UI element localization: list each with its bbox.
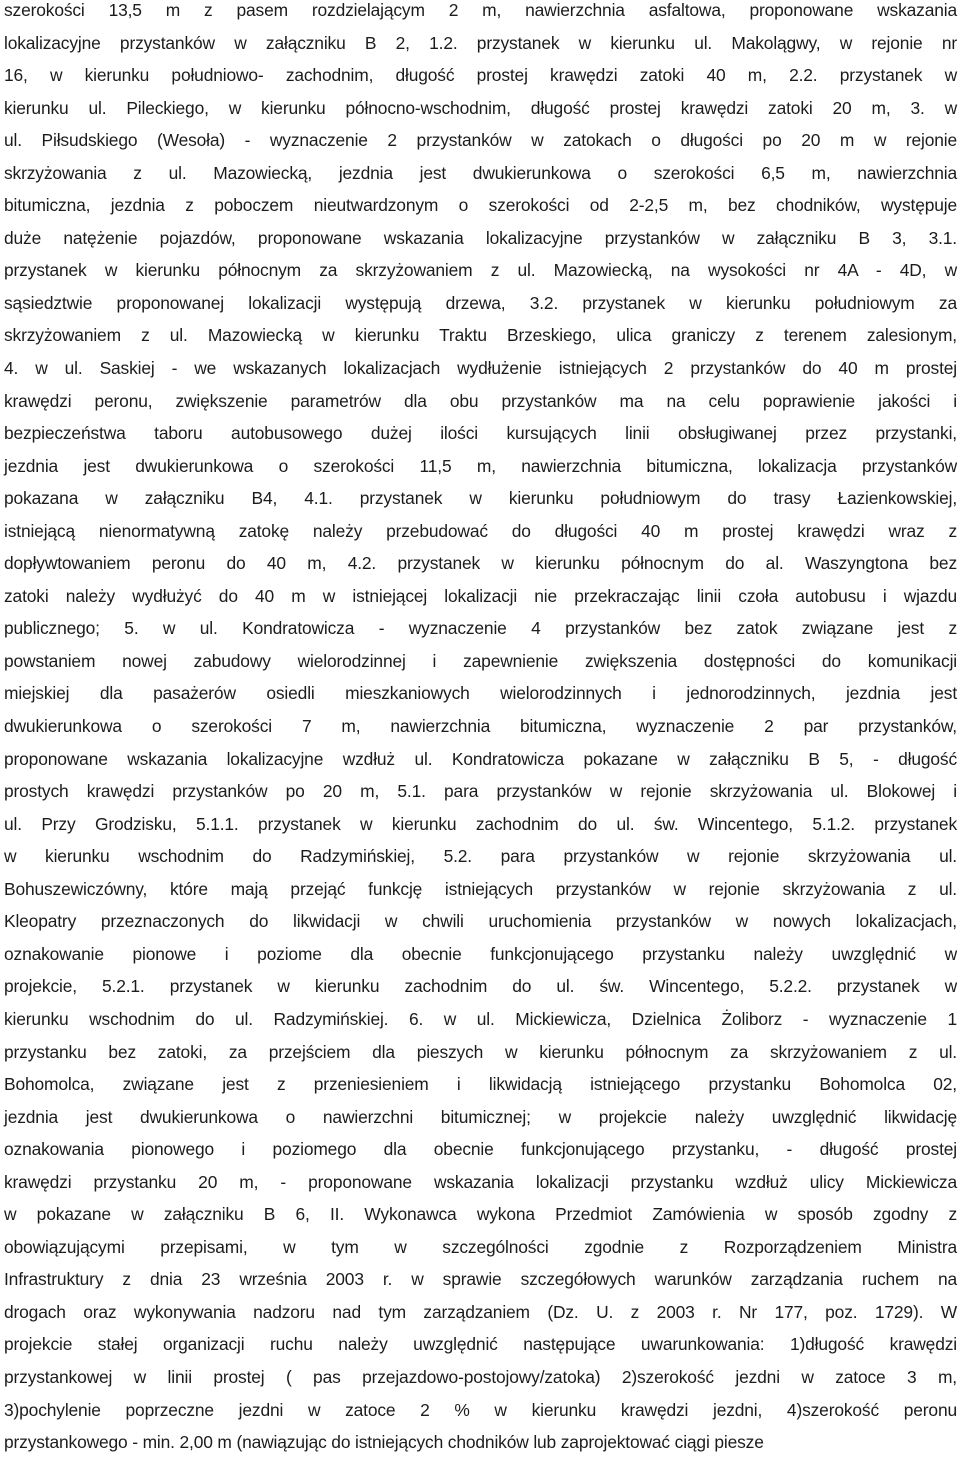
text-line: jezdnia jest dwukierunkowa o szerokości 11,5 m, nawierzchnia bitumiczna, lokalizacja przystanków [4, 455, 957, 476]
text-line: w kierunku wschodnim do Radzymińskiej, 5.2. para przystanków w rejonie skrzyżowania ul. [4, 846, 957, 867]
text-line: Bohuszewiczówny, które mają przejąć funkcję istniejących przystanków w rejonie skrzyżowania z ul. [4, 878, 957, 899]
text-line: proponowane wskazania lokalizacyjne wzdłuż ul. Kondratowicza pokazane w załączniku B 5, - długość [4, 748, 957, 769]
text-line: krawędzi przystanku 20 m, - proponowane wskazania lokalizacji przystanku wzdłuż ulicy Mickiewicza [4, 1171, 957, 1192]
text-line: oznakowania pionowego i poziomego dla obecnie funkcjonującego przystanku, - długość prostej [4, 1139, 957, 1160]
text-line: duże natężenie pojazdów, proponowane wskazania lokalizacyjne przystanków w załączniku B 3, 3.1. [4, 227, 957, 248]
text-line: bezpieczeństwa taboru autobusowego dużej ilości kursujących linii obsługiwanej przez przystanki, [4, 423, 957, 444]
text-line: zatoki należy wydłużyć do 40 m w istniejącej lokalizacji nie przekraczając linii czoła autobusu i wjazdu [4, 585, 957, 606]
text-line: przystanek w kierunku północnym za skrzyżowaniem z ul. Mazowiecką, na wysokości nr 4A - 4D, w [4, 260, 957, 281]
text-line: dwukierunkowa o szerokości 7 m, nawierzchnia bitumiczna, wyznaczenie 2 par przystanków, [4, 716, 957, 737]
text-line: kierunku wschodnim do ul. Radzymińskiej. 6. w ul. Mickiewicza, Dzielnica Żoliborz - wyznaczenie 1 [4, 1008, 957, 1029]
text-line: 3)pochylenie poprzeczne jezdni w zatoce 2 % w kierunku krawędzi jezdni, 4)szerokość peronu [4, 1399, 957, 1420]
text-line: bitumiczna, jezdnia z poboczem nieutwardzonym o szerokości od 2-2,5 m, bez chodników, występuje [4, 195, 957, 216]
text-line: przystanku bez zatoki, za przejściem dla pieszych w kierunku północnym za skrzyżowaniem z ul. [4, 1041, 957, 1062]
text-line: 4. w ul. Saskiej - we wskazanych lokalizacjach wydłużenie istniejących 2 przystanków do 40 m prostej [4, 358, 957, 379]
text-line: istniejącą nienormatywną zatokę należy przebudować do długości 40 m prostej krawędzi wraz z [4, 520, 957, 541]
text-line: powstaniem nowej zabudowy wielorodzinnej i zapewnienie zwiększenia dostępności do komunikacji [4, 650, 957, 671]
text-line: przystankowego - min. 2,00 m (nawiązując do istniejących chodników lub zaprojektować ciągi piesze [4, 1432, 764, 1453]
text-line: pokazana w załączniku B4, 4.1. przystanek w kierunku południowym do trasy Łazienkowskiej, [4, 488, 957, 509]
text-line: oznakowanie pionowe i poziome dla obecnie funkcjonującego przystanku należy uwzględnić w [4, 943, 957, 964]
text-line: publicznego; 5. w ul. Kondratowicza - wyznaczenie 4 przystanków bez zatok związane jest z [4, 618, 957, 639]
document-body [4, 0, 957, 1459]
text-line: sąsiedztwie proponowanej lokalizacji występują drzewa, 3.2. przystanek w kierunku południowym za [4, 292, 957, 313]
text-line: krawędzi peronu, zwiększenie parametrów dla obu przystanków ma na celu poprawienie jakości i [4, 390, 957, 411]
text-line: Bohomolca, związane jest z przeniesieniem i likwidacją istniejącego przystanku Bohomolca 02, [4, 1074, 957, 1095]
text-line: dopływtowaniem peronu do 40 m, 4.2. przystanek w kierunku północnym do al. Waszyngtona bez [4, 553, 957, 574]
text-line: szerokości 13,5 m z pasem rozdzielającym 2 m, nawierzchnia asfaltowa, proponowane wskazania [4, 0, 957, 20]
text-line: projekcie stałej organizacji ruchu należy uwzględnić następujące uwarunkowania: 1)długość krawędzi [4, 1334, 957, 1355]
text-line: Kleopatry przeznaczonych do likwidacji w chwili uruchomienia przystanków w nowych lokalizacjach, [4, 911, 957, 932]
text-line: Infrastruktury z dnia 23 września 2003 r. w sprawie szczegółowych warunków zarządzania ruchem na [4, 1269, 957, 1290]
text-line: drogach oraz wykonywania nadzoru nad tym zarządzaniem (Dz. U. z 2003 r. Nr 177, poz. 1729). W [4, 1301, 957, 1322]
text-line: skrzyżowania z ul. Mazowiecką, jezdnia jest dwukierunkowa o szerokości 6,5 m, nawierzchnia [4, 162, 957, 183]
text-line: lokalizacyjne przystanków w załączniku B 2, 1.2. przystanek w kierunku ul. Makolągwy, w rejonie nr [4, 32, 957, 53]
text-line: skrzyżowaniem z ul. Mazowiecką w kierunku Traktu Brzeskiego, ulica graniczy z terenem zalesionym, [4, 325, 957, 346]
text-line: kierunku ul. Pileckiego, w kierunku północno-wschodnim, długość prostej krawędzi zatoki 20 m, 3. w [4, 97, 957, 118]
text-line: projekcie, 5.2.1. przystanek w kierunku zachodnim do ul. św. Wincentego, 5.2.2. przystanek w [4, 976, 957, 997]
text-line: prostych krawędzi przystanków po 20 m, 5.1. para przystanków w rejonie skrzyżowania ul. Blokowej i [4, 781, 957, 802]
text-line: przystankowej w linii prostej ( pas przejazdowo-postojowy/zatoka) 2)szerokość jezdni w zatoce 3 m, [4, 1366, 957, 1387]
text-line: obowiązującymi przepisami, w tym w szczególności zgodnie z Rozporządzeniem Ministra [4, 1236, 957, 1257]
text-line: miejskiej dla pasażerów osiedli mieszkaniowych wielorodzinnych i jednorodzinnych, jezdnia jest [4, 683, 957, 704]
text-line: 16, w kierunku południowo- zachodnim, długość prostej krawędzi zatoki 40 m, 2.2. przystanek w [4, 65, 957, 86]
text-line: ul. Przy Grodzisku, 5.1.1. przystanek w kierunku zachodnim do ul. św. Wincentego, 5.1.2. przystanek [4, 813, 957, 834]
text-line: w pokazane w załączniku B 6, II. Wykonawca wykona Przedmiot Zamówienia w sposób zgodny z [4, 1204, 957, 1225]
text-line: jezdnia jest dwukierunkowa o nawierzchni bitumicznej; w projekcie należy uwzględnić likwidację [4, 1106, 957, 1127]
text-line: ul. Piłsudskiego (Wesoła) - wyznaczenie 2 przystanków w zatokach o długości po 20 m w rejonie [4, 130, 957, 151]
